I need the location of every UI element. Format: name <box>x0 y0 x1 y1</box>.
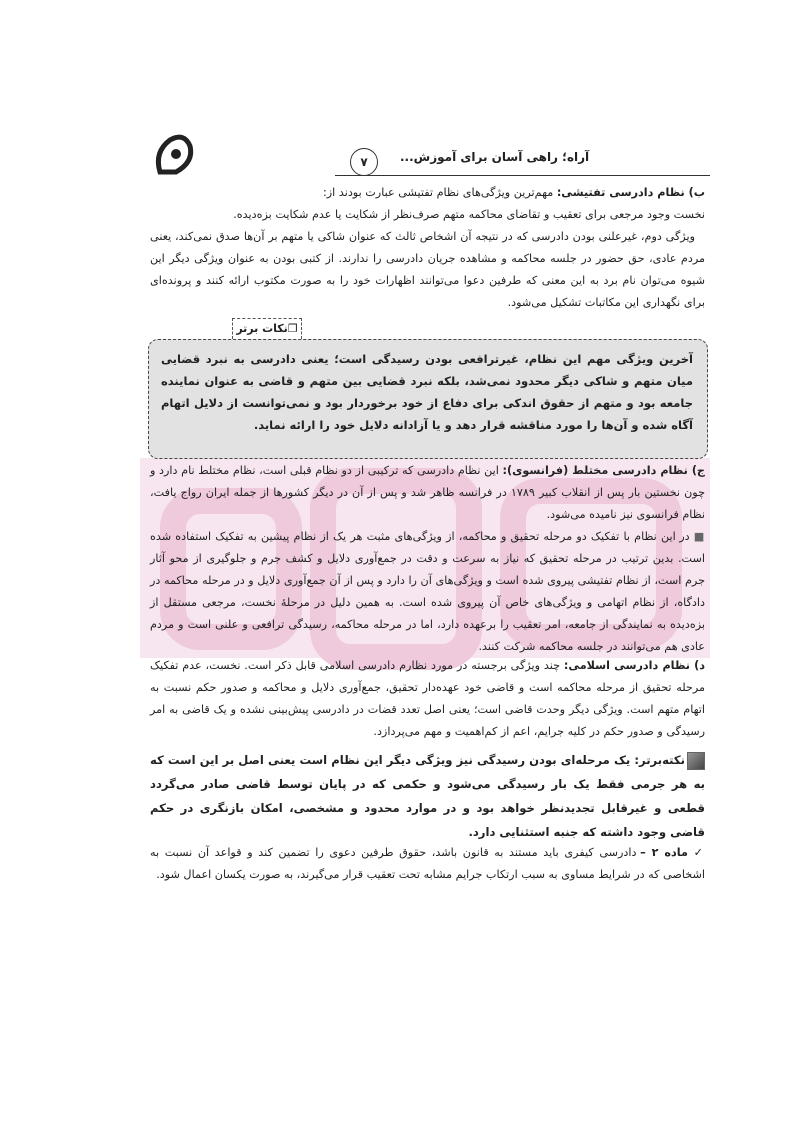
bullet-square-icon: ■ <box>689 530 705 543</box>
tip-box-text: آخرین ویژگی مهم این نظام، غیرترافعی بودن رسیدگی است؛ یعنی دادرسی به نبرد قضایی میان متهم و شاکی دیگر محدود نمی‌شد، بلکه نبرد قضایی بین متهم و قاضی به عنوان نماینده جامعه بود و متهم از حقوق اندکی برای دفاع از خود برخوردار بود و نمی‌توانست از دلایل اتهام آگاه شده و آن‌ها را مورد مناقشه قرار دهد و یا آزادانه دلایل خود را ارائه نماید. <box>161 352 693 432</box>
running-header-title: آراه؛ راهی آسان برای آموزش... <box>400 150 590 164</box>
section-b-heading: ب) نظام دادرسی تفتیشی: <box>556 186 705 199</box>
header-rule <box>335 175 710 176</box>
section-c-p2: در این نظام با تفکیک دو مرحله تحقیق و محاکمه، از ویژگی‌های مثبت هر یک از نظام پیشین به تفکیک استفاده شده است. بدین ترتیب در مرحله تحقیق که نیاز به سرعت و دقت در جمع‌آوری دلایل و کشف جرم و جلوگیری از محو آثار جرم است، از نظام تفتیشی پیروی شده است و ویژگی‌های آن را دارد و پس از آن جمع‌آوری دلایل و در مرحله محاکمه در دادگاه، از نظام اتهامی و ویژگی‌های خاص آن پیروی شده است. به همین دلیل در مرحلهٔ نخست، مرجعی مستقل از بزه‌دیده به نمایندگی از جامعه، امر تعقیب را برعهده دارد، اما در مرحله محاکمه، رسیدگی ترافعی و علنی است و مردم عادی هم می‌توانند در جلسه محاکمه شرکت کنند. <box>150 530 705 653</box>
article-2 <box>150 842 705 886</box>
article-2-label: ماده ۲ – <box>640 846 688 859</box>
section-b-intro: مهم‌ترین ویژگی‌های نظام تفتیشی عبارت بودند از: <box>323 186 557 199</box>
top-note <box>150 748 705 844</box>
section-b-p2: ویژگی دوم، غیرعلنی بودن دادرسی که در نتیجه آن اشخاص ثالث که عنوان شاکی یا متهم بر آن‌ها صدق نمی‌کند، یعنی مردم عادی، حق حضور در جلسه محاکمه و مشاهده جریان دادرسی را ندارند. از کتبی بودن به عنوان ویژگی دیگر این شیوه می‌توان نام برد به این معنی که طرفین دعوا می‌توانند اظهارات خود را به صورت مکتوب ارائه کنند و پرونده‌ای برای نگهداری این مکاتبات تشکیل می‌شود. <box>150 230 705 309</box>
section-d-heading: د) نظام دادرسی اسلامی: <box>563 659 706 672</box>
section-c <box>150 460 705 658</box>
section-d <box>150 655 705 743</box>
checkmark-icon: ✓ <box>693 846 706 859</box>
section-c-heading: ج) نظام دادرسی مختلط (فرانسوی): <box>502 464 705 477</box>
page-header <box>150 140 710 180</box>
tip-box-label <box>232 318 302 339</box>
tip-box <box>148 339 708 459</box>
page-number: ۷ <box>350 148 378 176</box>
section-c-p1: این نظام دادرسی که ترکیبی از دو نظام قبلی است، نظام مختلط نام دارد و چون نخستین بار پس از انقلاب کبیر ۱۷۸۹ در فرانسه ظاهر شد و پس از آن در دیگر کشورها از جمله ایران رواج یافت، نظام فرانسوی نیز نامیده می‌شود. <box>150 464 705 521</box>
notes-icon: ❐ <box>287 322 298 335</box>
section-b <box>150 182 705 314</box>
section-b-p1: نخست وجود مرجعی برای تعقیب و تقاضای محاکمه متهم صرف‌نظر از شکایت یا عدم شکایت بزه‌دیده. <box>233 208 705 221</box>
section-d-p1: چند ویژگی برجسته در مورد نظارم دادرسی اسلامی قابل ذکر است. نخست، عدم تفکیک مرحله تحقیق از مرحله محاکمه است و قاضی خود عهده‌دار تحقیق، جمع‌آوری دلایل و محاکمه و صدور حکم نسبت به اتهام متهم است. ویژگی دیگر وحدت قاضی است؛ یعنی اصل تعدد قضات در دادرسی پیش‌بینی نشده و یک قاضی به امر رسیدگی و صدور حکم در کلیه جرایم، اعم از کم‌اهمیت و مهم می‌پردازد. <box>150 659 705 738</box>
top-note-label: نکته‌برتر: <box>634 753 685 767</box>
article-2-text: دادرسی کیفری باید مستند به قانون باشد، حقوق طرفین دعوی را تضمین کند و قواعد آن نسبت به اشخاصی که در شرایط مساوی به سبب ارتکاب جرایم مشابه تحت تعقیب قرار می‌گیرند، به صورت یکسان اعمال شود. <box>150 846 705 881</box>
tip-box-label-text: نکات برتر <box>236 322 288 335</box>
publisher-logo <box>150 132 198 178</box>
top-note-text: یک مرحله‌ای بودن رسیدگی نیز ویژگی دیگر این نظام است یعنی اصل بر این است که به هر جرمی فقط یک بار رسیدگی می‌شود و حکمی که در پایان توسط قاضی صادر می‌گردد قطعی و غیرقابل تجدیدنظر خواهد بود و در موارد محدود و مشخصی، امکان بازنگری در حکم قاضی وجود داشته که جنبه استثنایی دارد. <box>150 753 705 839</box>
note-square-icon <box>687 752 705 770</box>
